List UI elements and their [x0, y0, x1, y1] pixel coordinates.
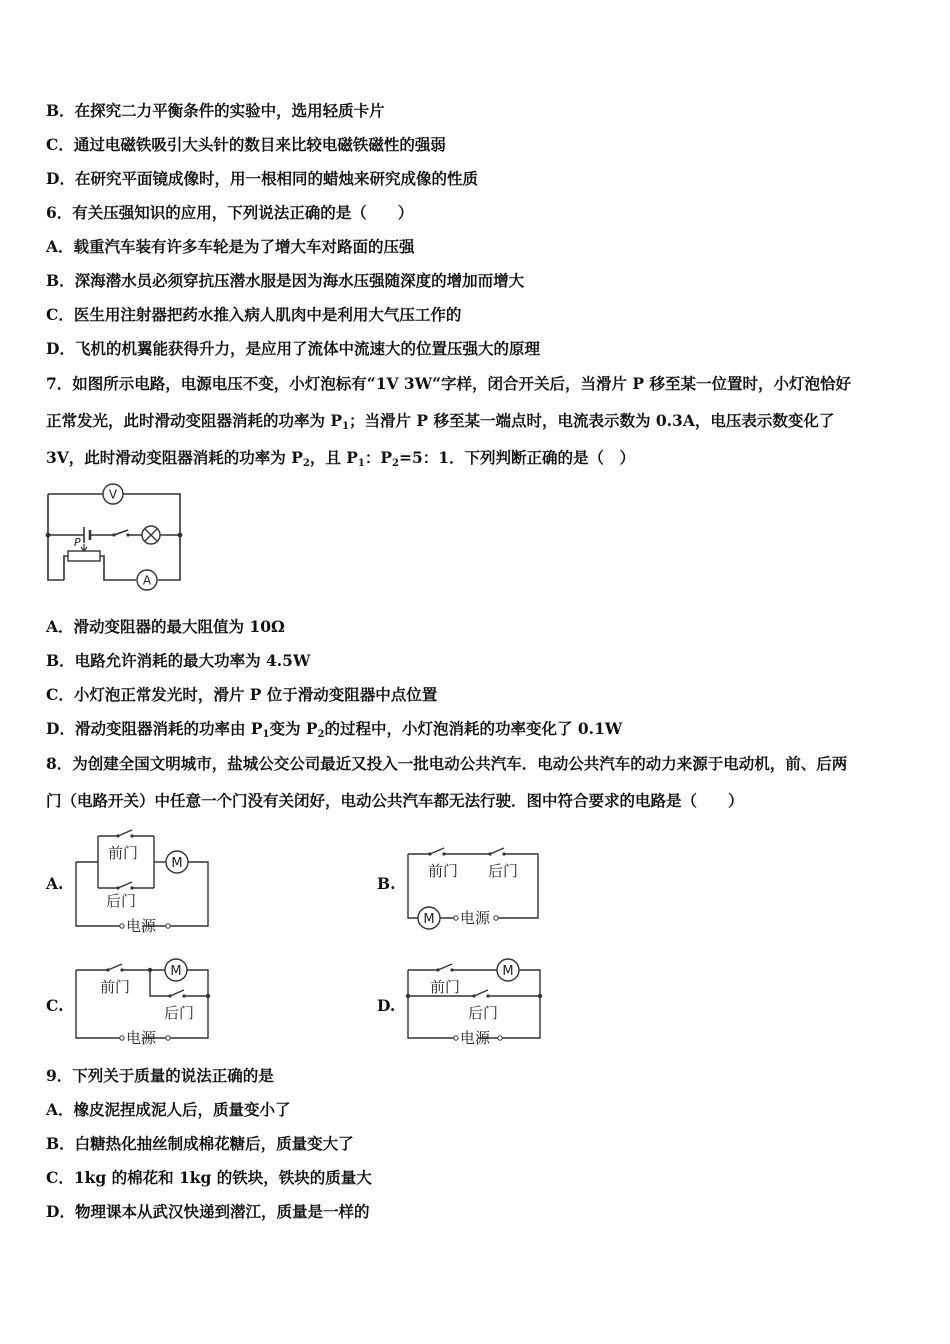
motor-label: M — [170, 964, 182, 979]
q9-option-a: A．橡皮泥捏成泥人后，质量变小了 — [46, 1100, 291, 1119]
q9-option-c: C．1kg 的棉花和 1kg 的铁块，铁块的质量大 — [46, 1168, 372, 1187]
rear-door-label: 后门 — [164, 1004, 195, 1022]
q7-option-b: B．电路允许消耗的最大功率为 4.5W — [46, 651, 311, 670]
q9-stem: 9．下列关于质量的说法正确的是 — [46, 1066, 274, 1085]
power-label: 电源 — [126, 1029, 157, 1047]
q8-option-a-label: A. — [46, 874, 64, 893]
q7-stem-line1: 7．如图所示电路，电源电压不变，小灯泡标有“1V 3W“字样，闭合开关后，当滑片 P 移至某一位置时，小灯泡恰好 — [46, 374, 851, 393]
q7-option-d: D．滑动变阻器消耗的功率由 $P_1$变为 $P_2$的过程中，小灯泡消耗的功率变化了 0.1W — [46, 719, 623, 740]
q5-option-c: C．通过电磁铁吸引大头针的数目来比较电磁铁磁性的强弱 — [46, 135, 446, 154]
q8-stem-line1: 8．为创建全国文明城市，盐城公交公司最近又投入一批电动公共汽车．电动公共汽车的动力来源于电动机，前、后两 — [46, 754, 848, 773]
q8-circuit-b — [402, 842, 547, 934]
q8-option-b-label: B. — [377, 874, 396, 893]
slider-label: P — [74, 536, 81, 549]
q5-option-d: D．在研究平面镜成像时，用一根相同的蜡烛来研究成像的性质 — [46, 169, 478, 188]
q9-option-b: B．白糖热化抽丝制成棉花糖后，质量变大了 — [46, 1134, 354, 1153]
q6-option-d: D．飞机的机翼能获得升力，是应用了流体中流速大的位置压强大的原理 — [46, 339, 540, 358]
front-door-label: 前门 — [100, 978, 131, 996]
q6-option-a: A．载重汽车装有许多车轮是为了增大车对路面的压强 — [46, 237, 415, 256]
power-label: 电源 — [126, 917, 157, 935]
q8-option-d-label: D. — [377, 996, 396, 1015]
q7-circuit-diagram — [44, 482, 184, 588]
q6-stem: 6．有关压强知识的应用，下列说法正确的是（ ） — [46, 203, 414, 222]
front-door-label: 前门 — [430, 978, 461, 996]
front-door-label: 前门 — [108, 844, 139, 862]
q8-option-c-label: C. — [46, 996, 64, 1015]
rear-door-label: 后门 — [468, 1004, 499, 1022]
rear-door-label: 后门 — [488, 862, 519, 880]
motor-label: M — [171, 856, 183, 871]
power-label: 电源 — [460, 1029, 491, 1047]
q8-stem-line2: 门（电路开关）中任意一个门没有关闭好，电动公共汽车都无法行驶．图中符合要求的电路是（ ） — [46, 791, 744, 810]
voltmeter-label: V — [108, 487, 118, 502]
q8-circuit-a — [70, 824, 215, 938]
q5-option-b: B．在探究二力平衡条件的实验中，选用轻质卡片 — [46, 101, 385, 120]
q7-stem-line2: 正常发光，此时滑动变阻器消耗的功率为 $P_1$；当滑片 P 移至某一端点时，电流表示数为 0.3A，电压表示数变化了 — [46, 411, 835, 432]
q7-option-a: A．滑动变阻器的最大阻值为 10Ω — [46, 617, 285, 636]
q6-option-c: C．医生用注射器把药水推入病人肌肉中是利用大气压工作的 — [46, 305, 462, 324]
q9-option-d: D．物理课本从武汉快递到潜江，质量是一样的 — [46, 1202, 370, 1221]
power-label: 电源 — [460, 909, 491, 927]
q7-stem-line3: 3V，此时滑动变阻器消耗的功率为 $P_2$，且 $P_1$：$P_2=5$：1．下列判断正确的是（ ） — [46, 448, 636, 469]
rear-door-label: 后门 — [106, 892, 137, 910]
ammeter-label: A — [142, 573, 152, 588]
q8-circuit-d — [402, 958, 547, 1050]
q7-option-c: C．小灯泡正常发光时，滑片 P 位于滑动变阻器中点位置 — [46, 685, 438, 704]
q6-option-b: B．深海潜水员必须穿抗压潜水服是因为海水压强随深度的增加而增大 — [46, 271, 525, 290]
q8-circuit-c — [70, 958, 215, 1050]
motor-label: M — [502, 964, 514, 979]
motor-label: M — [423, 912, 435, 927]
front-door-label: 前门 — [428, 862, 459, 880]
